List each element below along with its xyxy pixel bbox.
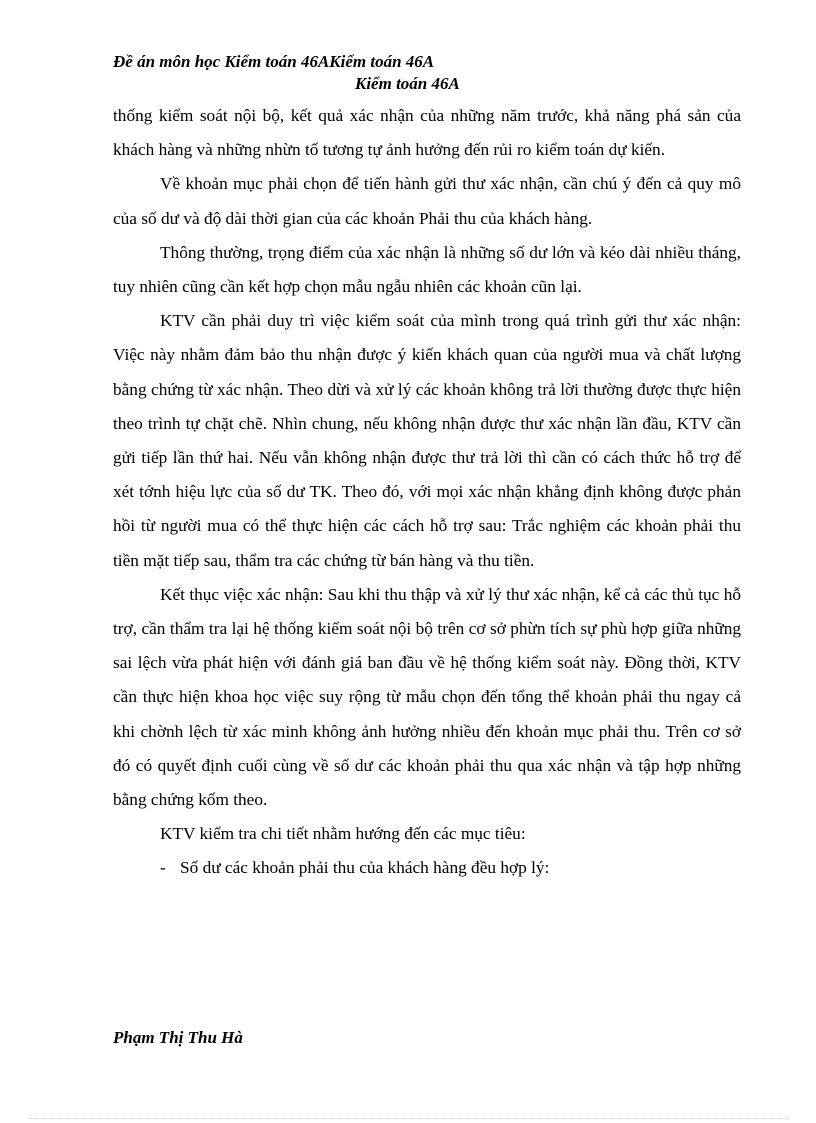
paragraph-4: KTV cần phải duy trì việc kiểm soát của mình trong quá trình gửi thư xác nhận: Việc này nhằm đảm bảo thu nhận được ý kiến khách quan của người mua và chất lượng bằng chứng từ xác nhận. Theo dừi và xử lý các khoản không trả lời thường được thực hiện theo trình tự chặt chẽ. Nhìn chung, nếu không nhận được thư xác nhận lần đầu, KTV cần gửi tiếp lần thứ hai. Nếu vẫn không nhận được thư trả lời thì cần có cách thức hỗ trợ để xét tớnh hiệu lực của số dư TK. Theo đó, với mọi xác nhận khẳng định không được phản hồi từ người mua có thể thực hiện các cách hỗ trợ sau: Trắc nghiệm các khoản phải thu tiền mặt tiếp sau, thẩm tra các chứng từ bán hàng và thu tiền.	[113, 311, 741, 570]
paragraph-1: thống kiểm soát nội bộ, kết quả xác nhận của những năm trước, khả năng phá sản của khách hàng và những nhừn tố tương tự ảnh hưởng đến rủi ro kiểm toán dự kiến.	[113, 106, 741, 160]
author-name: Phạm Thị Thu Hà	[113, 1028, 243, 1047]
paragraph-6: KTV kiểm tra chi tiết nhằm hướng đến các mục tiêu:	[160, 824, 526, 844]
document-body	[113, 99, 741, 886]
bullet-text: Số dư các khoản phải thu của khách hàng đều hợp lý:	[180, 858, 550, 878]
header-title: Đề án môn học Kiểm toán 46AKiểm toán 46A	[113, 52, 435, 71]
page-bottom-divider	[28, 1118, 788, 1119]
bullet-dash: -	[160, 858, 166, 878]
paragraph-5: Kết thục việc xác nhận: Sau khi thu thập và xử lý thư xác nhận, kể cả các thủ tục hỗ trợ, cần thẩm tra lại hệ thống kiểm soát nội bộ trên cơ sở phừn tích sự phù hợp giữa những sai lệch vừa phát hiện với đánh giá ban đầu về hệ thống kiểm soát này. Đồng thời, KTV cần thực hiện khoa học việc suy rộng từ mẫu chọn đến tổng thể khoản phải thu ngay cả khi chờnh lệch từ xác minh không ảnh hưởng nhiều đến khoản mục phải thu. Trên cơ sở đó có quyết định cuối cùng về số dư các khoản phải thu qua xác nhận và tập hợp những bằng chứng kốm theo.	[113, 584, 741, 810]
paragraph-3: Thông thường, trọng điểm của xác nhận là những số dư lớn và kéo dài nhiều tháng, tuy nhiên cũng cần kết hợp chọn mẫu ngẫu nhiên các khoản cũn lại.	[113, 242, 741, 297]
bullet-item	[113, 851, 741, 885]
header-subtitle: Kiểm toán 46A	[355, 74, 460, 93]
paragraph-2: Về khoản mục phải chọn để tiến hành gửi thư xác nhận, cần chú ý đến cả quy mô của số dư và độ dài thời gian của các khoản Phải thu của khách hàng.	[113, 174, 741, 228]
